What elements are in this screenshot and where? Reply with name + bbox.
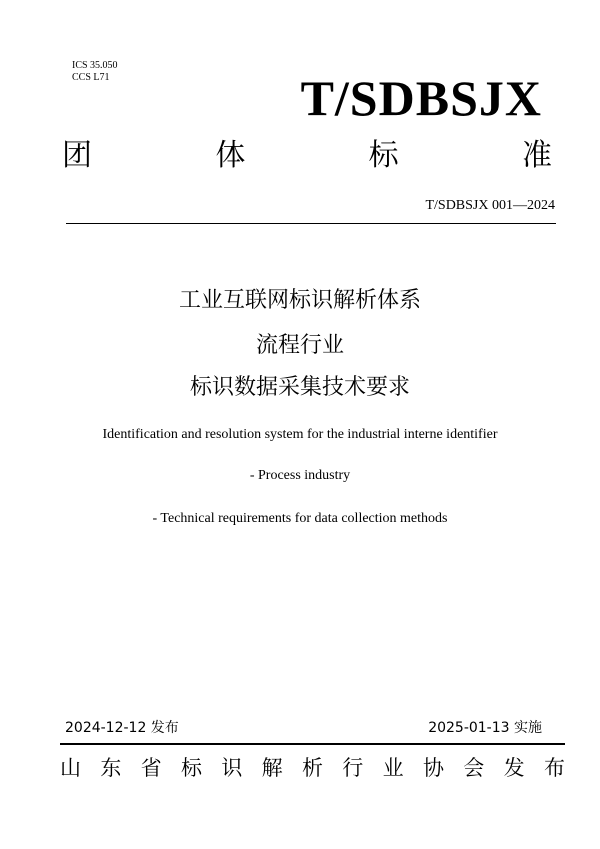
title-en-line-1: Identification and resolution system for the industrial interne identifier (102, 427, 498, 442)
top-divider (66, 223, 556, 224)
classification-codes (72, 60, 118, 84)
standard-type-char: 标 (368, 138, 399, 173)
title-en-line-3: - Technical requirements for data collection methods (152, 511, 448, 526)
publisher-char: 析 (301, 756, 323, 780)
ics-code: ICS 35.050 (72, 60, 118, 71)
title-cn-line-1: 工业互联网标识解析体系 (178, 288, 421, 313)
publisher-char: 业 (382, 756, 404, 780)
ccs-code: CCS L71 (72, 72, 110, 83)
publisher-char: 解 (261, 756, 283, 780)
publisher-char: 省 (140, 756, 162, 780)
publisher-char: 行 (342, 756, 364, 780)
implement-date: 2025-01-13 实施 (428, 720, 542, 736)
publisher (60, 754, 565, 782)
publisher-char: 山 (60, 756, 81, 780)
publisher-char: 标 (180, 756, 202, 780)
publisher-char: 东 (100, 756, 122, 780)
standard-number: T/SDBSJX 001—2024 (425, 198, 555, 213)
publisher-char: 识 (221, 756, 243, 780)
standard-type-char: 团 (62, 138, 92, 173)
standard-type-char: 准 (521, 138, 552, 173)
standard-type-char: 体 (215, 138, 246, 173)
title-cn-line-3: 标识数据采集技术要求 (189, 375, 410, 400)
standard-type (62, 138, 552, 174)
title-cn-line-2: 流程行业 (255, 333, 344, 358)
publisher-char: 协 (422, 756, 444, 780)
issue-date: 2024-12-12 发布 (65, 720, 179, 736)
standard-code: T/SDBSJX (300, 70, 542, 126)
bottom-divider (60, 743, 565, 745)
publisher-char: 会 (463, 756, 485, 780)
publisher-char: 布 (543, 756, 565, 780)
title-en-line-2: - Process industry (249, 468, 351, 483)
publisher-char: 发 (503, 756, 525, 780)
